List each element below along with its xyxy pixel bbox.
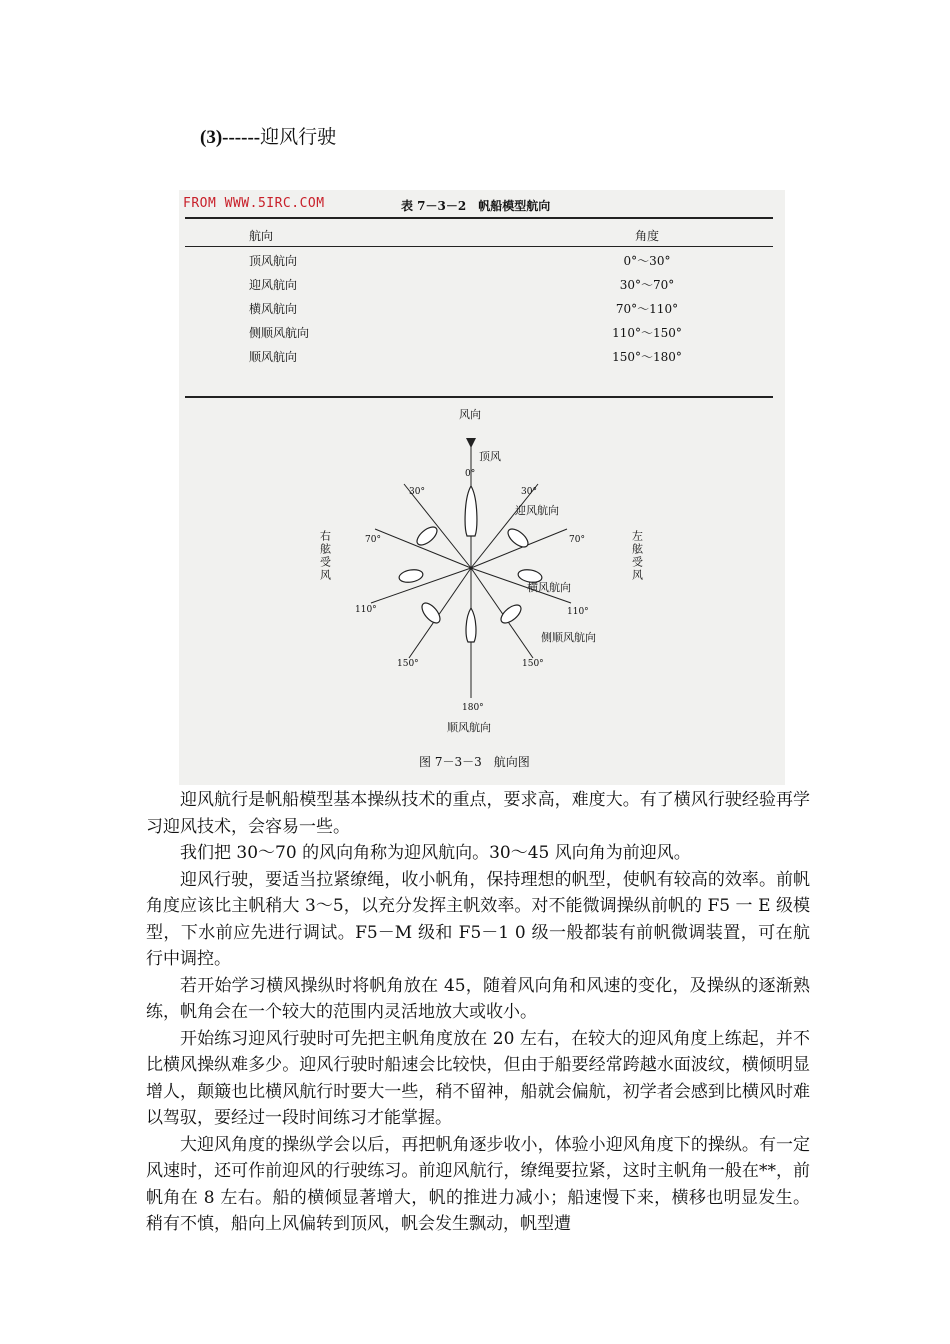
wind-label: 风向	[459, 408, 481, 421]
paragraph: 大迎风角度的操纵学会以后，再把帆角逐步收小，体验小迎风角度下的操纵。有一定风速时，还可作前迎风的行驶练习。前迎风航行，缭绳要拉紧，这时主帆角一般在**，前帆角在 8 左右。船的横倾显著增大，帆的推进力减小；船速慢下来，横移也明显发生。稍有不慎，船向上风偏转到顶风，帆会发生飘动，帆型遭	[146, 1134, 810, 1234]
angle-label: 30°	[409, 487, 425, 497]
beam-course-label: 横风航向	[527, 581, 571, 594]
paragraph: 我们把 30～70 的风向角称为迎风航向。30～45 风向角为前迎风。	[180, 843, 691, 863]
paragraph: 开始练习迎风行驶时可先把主帆角度放在 20 左右，在较大的迎风角度上练起，并不比横风操纵难多少。迎风行驶时船速会比较快，但由于船要经常跨越水面波纹，横倾明显增人，颠簸也比横风航行时要大一些，稍不留神，船就会偏航，初学者会感到比横风时难以驾驭，要经过一段时间练习才能掌握。	[146, 1028, 810, 1128]
table-row-course: 顶风航向	[249, 254, 298, 268]
upwind-course-label: 迎风航向	[515, 504, 559, 517]
starboard-wind-label: 右舷受风	[318, 530, 332, 582]
angle-label: 70°	[365, 535, 381, 545]
paragraph: 若开始学习横风操纵时将帆角放在 45，随着风向角和风速的变化，及操纵的逐渐熟练，帆角会在一个较大的范围内灵活地放大或收小。	[146, 975, 810, 1022]
watermark: FROM WWW.5IRC.COM	[183, 196, 325, 211]
figure-caption: 图 7－3－3 航向图	[419, 755, 530, 769]
boat-icon	[466, 608, 476, 642]
section-heading	[200, 122, 336, 149]
scanned-figure	[179, 190, 785, 785]
table-row-course: 顺风航向	[249, 350, 298, 364]
table-header-rule	[185, 246, 773, 247]
course-diagram	[179, 398, 785, 778]
angle-label: 180°	[462, 703, 484, 713]
wind-arrowhead-icon	[466, 438, 476, 448]
angle-label: 150°	[522, 659, 544, 669]
port-wind-label: 左舷受风	[630, 530, 644, 582]
paragraph: 迎风航行是帆船模型基本操纵技术的重点，要求高，难度大。有了横风行驶经验再学习迎风技术，会容易一些。	[146, 790, 810, 837]
angle-label: 70°	[569, 535, 585, 545]
boat-icon	[498, 602, 524, 627]
downwind-course-label: 顺风航向	[447, 721, 491, 734]
angle-label: 110°	[567, 607, 589, 617]
boat-icon	[465, 486, 477, 536]
boat-icon	[505, 526, 531, 551]
head-wind-label: 顶风	[479, 450, 501, 463]
angle-label: 0°	[465, 469, 476, 479]
section-number: (3)------	[200, 127, 261, 148]
body-text	[146, 787, 810, 1238]
boat-icon	[414, 524, 440, 549]
table-title: 表 7－3－2 帆船模型航向	[401, 199, 551, 213]
table-row-angle: 30°～70°	[619, 278, 675, 292]
table-row-angle: 0°～30°	[623, 254, 671, 268]
table-row-course: 侧顺风航向	[249, 326, 310, 340]
angle-label: 30°	[521, 487, 537, 497]
paragraph: 迎风行驶，要适当拉紧缭绳，收小帆角，保持理想的帆型，使帆有较高的效率。前帆角度应该比主帆稍大 3～5，以充分发挥主帆效率。对不能微调操纵前帆的 F5 一 E 级模型，下水前应先进行调试。F5－M 级和 F5－1 0 级一般都装有前帆微调装置，可在航行中调控。	[146, 869, 810, 969]
angle-label: 150°	[397, 659, 419, 669]
boat-icon	[398, 568, 424, 584]
table-header-course: 航向	[249, 229, 274, 243]
table-top-rule	[185, 217, 773, 219]
table-row-course: 横风航向	[249, 302, 298, 316]
table-row-angle: 150°～180°	[612, 350, 682, 364]
broad-reach-course-label: 侧顺风航向	[541, 631, 596, 644]
table-row-course: 迎风航向	[249, 278, 298, 292]
angle-label: 110°	[355, 605, 377, 615]
table-header-angle: 角度	[634, 229, 659, 243]
table-row-angle: 110°～150°	[612, 326, 682, 340]
section-title: 迎风行驶	[260, 126, 337, 148]
table-row-angle: 70°～110°	[615, 302, 679, 316]
